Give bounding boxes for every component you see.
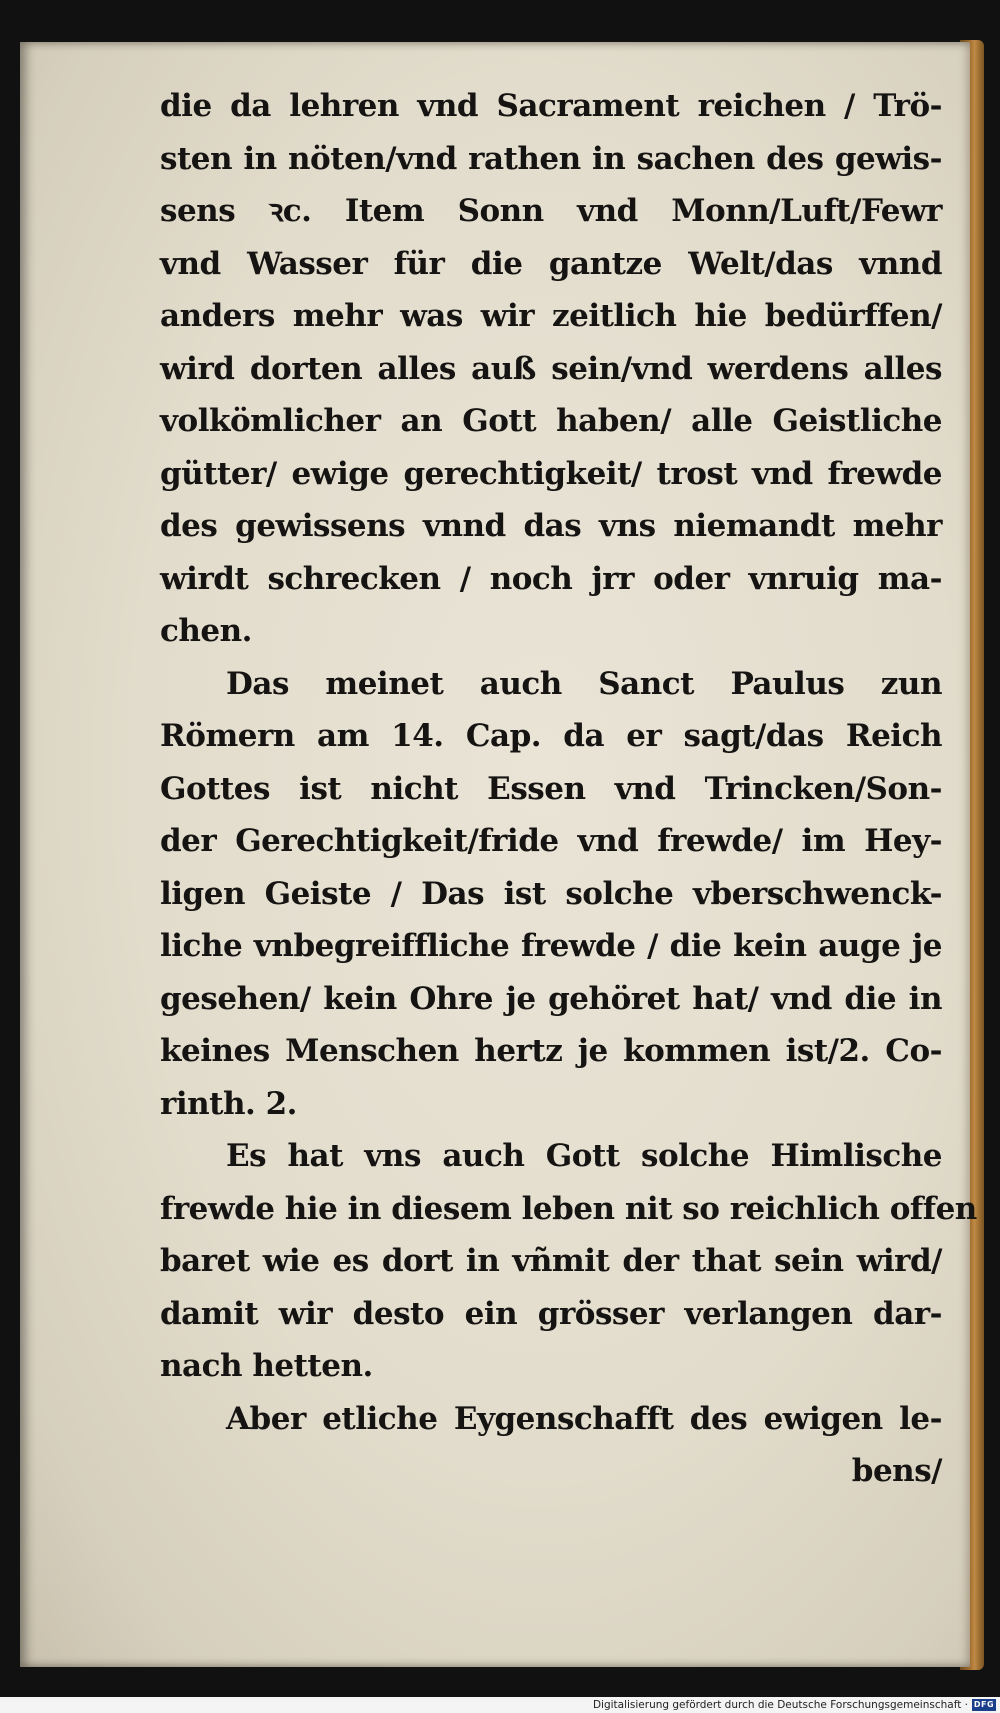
text-line: gesehen/ kein Ohre je gehöret hat/ vnd die in — [160, 980, 942, 1017]
text-line: keines Menschen hertz je kommen ist/2. Co- — [160, 1033, 942, 1069]
text-line: die da lehren vnd Sacrament reichen / Trö- — [160, 88, 942, 124]
text-line: wird dorten alles auß sein/vnd werdens alles — [160, 350, 942, 387]
funding-credit: Digitalisierung gefördert durch die Deutsche Forschungsgemeinschaft · — [592, 1699, 968, 1711]
text-line: frewde hie in diesem leben nit so reichlich offen — [160, 1190, 977, 1227]
text-line: sens ꝛc. Item Sonn vnd Monn/Luft/Fewr — [160, 193, 942, 229]
text-line: ligen Geiste / Das ist solche vberschwenck- — [160, 875, 942, 912]
book-page — [20, 42, 977, 1667]
catchword: bens/ — [851, 1453, 942, 1489]
text-line: liche vnbegreiffliche frewde / die kein auge je — [160, 928, 942, 964]
text-line: nach hetten. — [160, 1348, 373, 1384]
text-line: volkömlicher an Gott haben/ alle Geistliche — [160, 403, 942, 439]
text-line: damit wir desto ein grösser verlangen dar- — [160, 1295, 942, 1332]
text-line: baret wie es dort in vñmit der that sein wird/ — [160, 1243, 942, 1279]
text-line: vnd Wasser für die gantze Welt/das vnnd — [160, 245, 942, 282]
text-line: der Gerechtigkeit/fride vnd frewde/ im Hey- — [160, 823, 942, 859]
text-line: des gewissens vnnd das vns niemandt mehr — [160, 508, 942, 544]
text-line: wirdt schrecken / noch jrr oder vnruig ma- — [160, 560, 942, 597]
page-text — [160, 80, 977, 1498]
text-line: chen. — [160, 613, 252, 649]
text-line: sten in nöten/vnd rathen in sachen des gewis- — [160, 140, 942, 177]
dfg-logo: DFG — [973, 1700, 995, 1709]
text-line: Aber etliche Eygenschafft des ewigen le- — [226, 1400, 942, 1437]
text-line: gütter/ ewige gerechtigkeit/ trost vnd frewde — [160, 455, 942, 492]
text-line: Gottes ist nicht Essen vnd Trincken/Son- — [160, 770, 942, 807]
text-line: Das meinet auch Sanct Paulus zun — [226, 665, 942, 702]
text-line: Römern am 14. Cap. da er sagt/das Reich — [160, 718, 942, 754]
text-line: anders mehr was wir zeitlich hie bedürffen/ — [160, 298, 942, 334]
text-line: rinth. 2. — [160, 1085, 297, 1122]
text-line: Es hat vns auch Gott solche Himlische — [226, 1138, 942, 1174]
